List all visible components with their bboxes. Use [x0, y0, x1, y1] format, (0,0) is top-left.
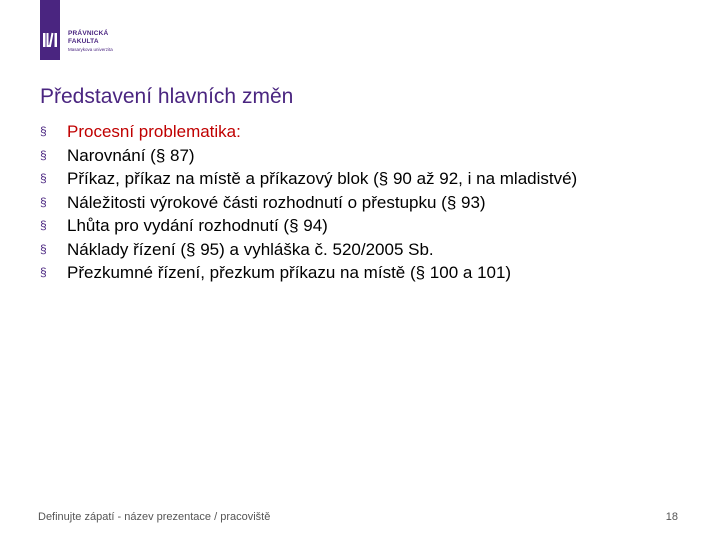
muni-logo-icon [40, 0, 60, 60]
section-sign-bullet-icon: § [40, 124, 47, 138]
section-sign-bullet-icon: § [40, 171, 47, 185]
slide-title: Představení hlavních změn [40, 85, 294, 108]
logo-faculty-name: PRÁVNICKÁ [68, 30, 109, 37]
bullet-item [40, 144, 670, 168]
bullet-text: Příkaz, příkaz na místě a příkazový blok (§ 90 až 92, i na mladistvé) [67, 169, 578, 188]
section-sign-bullet-icon: § [40, 241, 47, 256]
bullet-text: Lhůta pro vydání rozhodnutí (§ 94) [67, 216, 328, 235]
page-number: 18 [665, 511, 678, 523]
bullet-list [40, 120, 670, 285]
bullet-text: Přezkumné řízení, přezkum příkazu na místě (§ 100 a 101) [67, 263, 512, 282]
bullet-text: Narovnání (§ 87) [67, 145, 195, 165]
section-sign-bullet-icon: § [40, 265, 47, 279]
faculty-logo [40, 0, 150, 60]
bullet-item [40, 238, 670, 262]
bullet-item [40, 120, 670, 144]
section-sign-bullet-icon: § [40, 194, 47, 209]
bullet-text: Procesní problematika: [67, 122, 241, 141]
section-sign-bullet-icon: § [40, 218, 47, 232]
bullet-item [40, 167, 670, 191]
logo-faculty-label: FAKULTA [68, 38, 99, 45]
bullet-item [40, 214, 670, 238]
bullet-text: Náklady řízení (§ 95) a vyhláška č. 520/2005 Sb. [67, 239, 434, 259]
bullet-text: Náležitosti výrokové části rozhodnutí o přestupku (§ 93) [67, 192, 486, 212]
bullet-item [40, 191, 670, 215]
footer-text: Definujte zápatí - název prezentace / pracoviště [38, 511, 271, 523]
logo-university-name: Masarykova univerzita [68, 47, 113, 52]
section-sign-bullet-icon: § [40, 147, 47, 162]
bullet-item [40, 261, 670, 285]
